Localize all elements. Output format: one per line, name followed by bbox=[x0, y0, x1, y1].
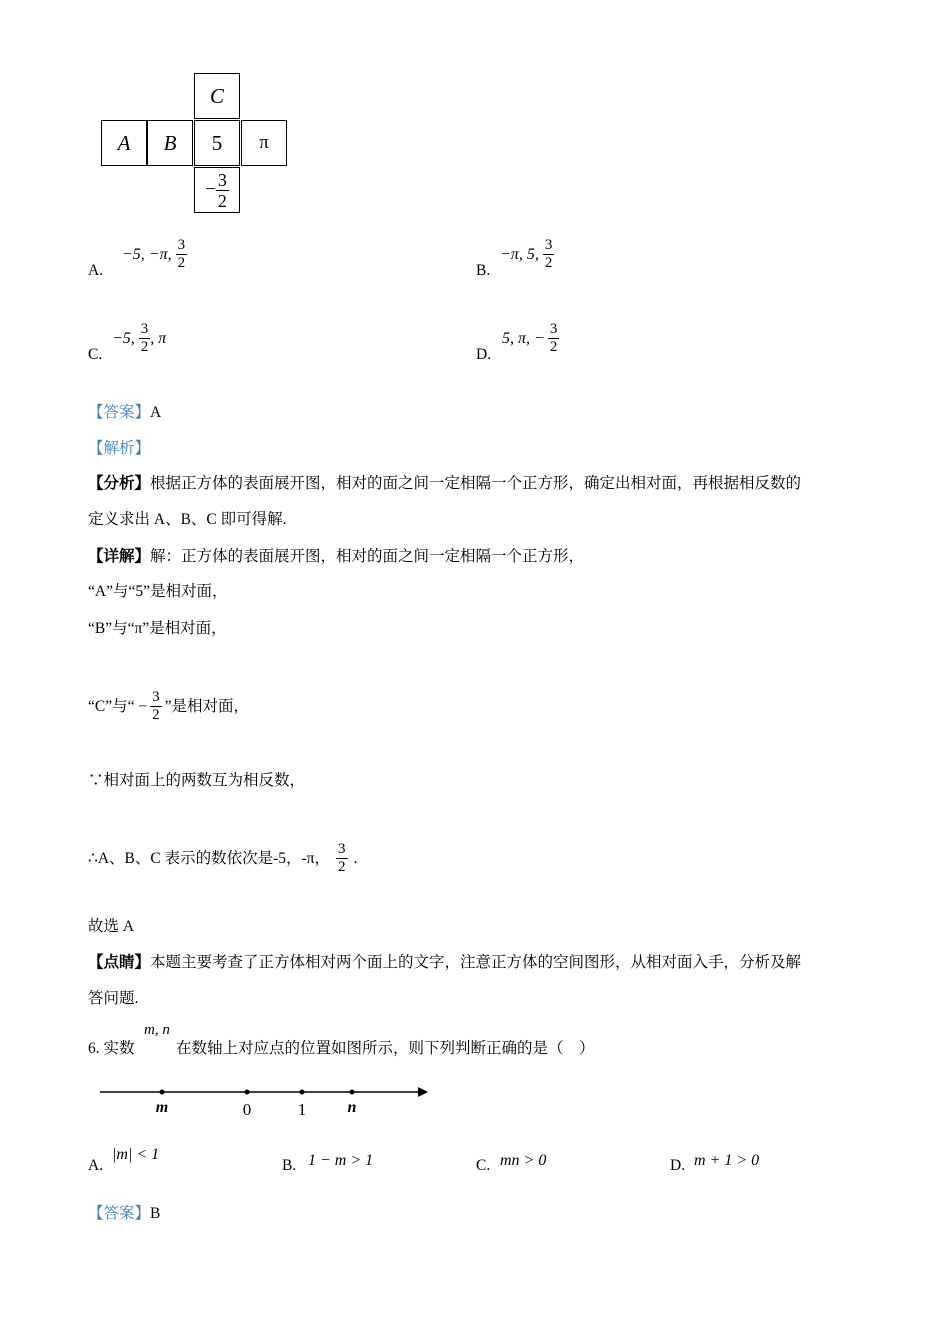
q6-option-d-label: D. bbox=[670, 1157, 686, 1174]
fenxi-tag: 【分析】 bbox=[88, 475, 151, 492]
net-frac-num: 3 bbox=[217, 169, 227, 190]
q6-option-b-label: B. bbox=[282, 1157, 297, 1174]
q5-c-num: 3 bbox=[140, 321, 149, 337]
xiangjie-line6-num: 3 bbox=[338, 841, 346, 857]
q5-d-den: 2 bbox=[549, 339, 558, 355]
answer-5-value: A bbox=[150, 404, 162, 421]
net-cell-b: B bbox=[147, 120, 193, 166]
number-line-arrow bbox=[418, 1087, 428, 1097]
q6-text: 在数轴上对应点的位置如图所示，则下列判断正确的是（ ） bbox=[176, 1040, 595, 1057]
dianjing-line2: 答问题. bbox=[88, 990, 139, 1007]
xiangjie-line4-fraction bbox=[150, 690, 162, 723]
q5-option-a-expr bbox=[122, 238, 187, 271]
xiangjie-line4-pre: “C”与“ − bbox=[88, 697, 148, 715]
xiangjie-line6 bbox=[88, 842, 357, 875]
dianjing-line1 bbox=[88, 953, 801, 973]
xiangjie-line4-post: ”是相对面， bbox=[164, 697, 249, 715]
net-cell-neg-fraction bbox=[194, 167, 240, 213]
xiangjie-line5: ∵相对面上的两数互为相反数， bbox=[88, 772, 306, 789]
point-m bbox=[160, 1090, 165, 1095]
xiangjie-line1 bbox=[88, 547, 584, 567]
xiangjie-text1: 解：正方体的表面展开图，相对的面之间一定相隔一个正方形， bbox=[150, 548, 585, 565]
q5-b-fraction bbox=[543, 238, 555, 271]
analysis-tag: 【解析】 bbox=[88, 440, 151, 457]
q5-option-b-expr bbox=[500, 238, 554, 271]
q5-b-num: 3 bbox=[544, 237, 553, 253]
q6-option-c-expr: mn > 0 bbox=[500, 1152, 547, 1169]
net-fraction bbox=[216, 171, 229, 210]
q6-option-c-label: C. bbox=[476, 1157, 491, 1174]
xiangjie-line6-den: 2 bbox=[338, 859, 346, 875]
xiangjie-line4-den: 2 bbox=[152, 707, 160, 723]
net-cell-pi: π bbox=[241, 120, 287, 166]
q6-vars: m, n bbox=[144, 1022, 170, 1038]
q5-a-den: 2 bbox=[177, 255, 186, 271]
point-one bbox=[300, 1090, 305, 1095]
number-line bbox=[96, 1078, 436, 1124]
q5-d-num: 3 bbox=[549, 321, 558, 337]
label-m: m bbox=[155, 1099, 169, 1116]
point-n bbox=[350, 1090, 355, 1095]
q5-d-text: 5, π, − bbox=[502, 329, 545, 347]
q6-option-d-expr: m + 1 > 0 bbox=[694, 1152, 760, 1169]
answer-5-tag: 【答案】 bbox=[88, 404, 151, 421]
q5-c-fraction bbox=[139, 322, 151, 355]
q5-a-num: 3 bbox=[177, 237, 186, 253]
q5-option-d-label: D. bbox=[476, 346, 492, 363]
net-cell-c: C bbox=[194, 73, 240, 119]
label-one: 1 bbox=[297, 1100, 307, 1119]
q5-option-c-label: C. bbox=[88, 346, 103, 363]
label-zero: 0 bbox=[242, 1100, 252, 1119]
q5-option-c-expr bbox=[112, 322, 166, 355]
xiangjie-line2: “A”与“5”是相对面， bbox=[88, 583, 228, 600]
net-frac-den: 2 bbox=[217, 190, 227, 211]
q5-a-text: −5, −π, bbox=[122, 245, 172, 263]
fenxi-line2: 定义求出 A、B、C 即可得解. bbox=[88, 511, 287, 528]
q5-c-text2: , π bbox=[150, 329, 167, 347]
net-cell-five: 5 bbox=[194, 120, 240, 166]
xiangjie-line6-fraction bbox=[336, 842, 348, 875]
q5-b-den: 2 bbox=[544, 255, 553, 271]
q5-option-d-expr bbox=[502, 322, 559, 355]
q5-option-a-label: A. bbox=[88, 262, 104, 279]
xiangjie-line4 bbox=[88, 690, 249, 723]
q5-option-b-label: B. bbox=[476, 262, 491, 279]
xiangjie-line3: “B”与“π”是相对面， bbox=[88, 620, 227, 637]
answer-6-value: B bbox=[150, 1205, 161, 1222]
q5-b-text: −π, 5, bbox=[500, 245, 539, 263]
q5-c-text1: −5, bbox=[112, 329, 135, 347]
q6-option-a-label: A. bbox=[88, 1157, 104, 1174]
fenxi-line1 bbox=[88, 474, 801, 494]
q6-option-a-expr: |m| < 1 bbox=[112, 1146, 160, 1163]
dianjing-text1: 本题主要考查了正方体相对两个面上的文字，注意正方体的空间图形，从相对面入手，分析及解 bbox=[150, 954, 802, 971]
answer-6-tag: 【答案】 bbox=[88, 1205, 151, 1222]
q6-number: 6. 实数 bbox=[88, 1040, 135, 1057]
net-neg-sign: − bbox=[205, 179, 216, 200]
q5-a-fraction bbox=[176, 238, 188, 271]
fenxi-text1: 根据正方体的表面展开图，相对的面之间一定相隔一个正方形，确定出相对面，再根据相反数的 bbox=[150, 475, 802, 492]
net-cell-a: A bbox=[101, 120, 147, 166]
xiangjie-tag: 【详解】 bbox=[88, 548, 151, 565]
answer-6 bbox=[88, 1204, 160, 1224]
xiangjie-line7: 故选 A bbox=[88, 918, 135, 935]
q5-d-fraction bbox=[548, 322, 560, 355]
xiangjie-line6-pre: ∴A、B、C 表示的数依次是-5，-π， bbox=[88, 849, 331, 867]
point-zero bbox=[245, 1090, 250, 1095]
xiangjie-line6-post: . bbox=[353, 849, 358, 867]
xiangjie-line4-num: 3 bbox=[152, 689, 160, 705]
q5-c-den: 2 bbox=[140, 339, 149, 355]
answer-5 bbox=[88, 403, 161, 423]
q6-option-b-expr: 1 − m > 1 bbox=[308, 1152, 374, 1169]
label-n: n bbox=[347, 1099, 357, 1116]
dianjing-tag: 【点睛】 bbox=[88, 954, 151, 971]
